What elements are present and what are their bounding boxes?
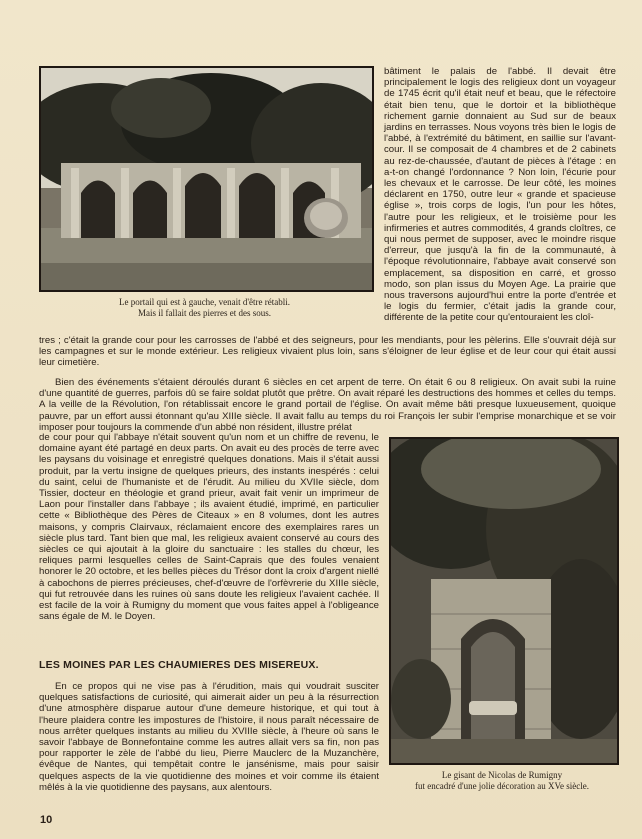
- page-number: 10: [40, 814, 53, 826]
- full-width-continuation-text: tres ; c'était la grande cour pour les carrosses de l'abbé et des seigneurs, pour les mendiants, pour les pèlerins. Elle s'ouvrait déjà sur les campagnes et sur le monde extérieur. Les religieux vivaient plus loin, sans s'éloigner de leur église et de leur cour qui était aussi leur cimetière.: [39, 335, 616, 369]
- events-paragraph: Bien des événements s'étaient déroulés durant 6 siècles en cet arpent de terre. On était 6 ou 8 religieux. On avait subi la ruine d'une quantité de guerres, parfois dû se faire soldat plutôt que prêtre. On avait réparé les destructions des hommes et celles du temps. A la veille de la Révolution, l'on rétablissait encore le grand portail de l'église. On avait même bâti presque luxueusement, quoique pauvre, par un effort aussi étonnant qu'au XIIIe siècle. Il avait fallu au temps du roi François Ier subir l'emprise monarchique et se voir imposer pour toujours la commende d'un abbé non résident, illustre prélat: [39, 377, 616, 433]
- section-body-text: En ce propos qui ne vise pas à l'érudition, mais qui voudrait susciter quelques satisfactions de curiosité, qui aimerait aider un peu à la résurrection d'une atmosphère disparue autour d'une demeure historique, et qui tout à l'heure plaidera contre les impostures de l'histoire, il nous paraît nécessaire de nous arrêter quelques instants au milieu du XVIIIe siècle, à l'heure où sans le savoir l'abbaye de Bonnefontaine comme les autres allait vers sa fin, non pas pour rapporter le zèle de l'abbé du lieu, Pierre Mauclerc de la Muzanchère, évêque de Nantes, qui tempêtait contre le jansénisme, mais pour saisir quelques aspects de la vie quotidienne des moines et voir comme ils étaient mêlés à la vie quotidienne des paysans, aux alentours.: [39, 681, 379, 793]
- portal-ruins-illustration: [41, 68, 372, 290]
- left-column-continuation-text: de cour pour qui l'abbaye n'était souvent qu'un nom et un chiffre de revenu, le domaine ayant été partagé en deux parts. On avait eu des procès de terre avec les paysans du voisinage et enregistré quelques donations. Mais il s'était aussi produit, par la vertu insigne de quelques prieurs, des instants inespérés : celui du saint, celui de l'humaniste et de l'érudit. Au milieu du XVIIe siècle, dom Tissier, docteur en théologie et grand prieur, avait fait venir un imprimeur de Laon pour l'installer dans l'abbaye ; ils avaient étudié, imprimé, en particulier cette « Bibliothèque des Pères de Citeaux » en 8 volumes, dont les autres maisons, y compris Clairvaux, réclamaient encore des exemplaires rares un siècle plus tard. Tant bien que mal, les religieux avaient conservé au cours des siècles ce qui ajoutait à la gloire du sanctuaire : les stalles du chœur, les reliques parmi lesquelles celles de Saint-Caprais que des foules venaient honorer le 20 octobre, et les belles pièces du Trésor dont la croix d'argent niellé à cabochons de pierres précieuses, chef-d'œuvre de l'orfèvrerie du XIIIe siècle, qui fut retrouvée dans les ruines où sans doute les religieux l'avaient cachée. Il est facile de la voir à Rumigny du moment que vous faites appel à l'obligeance sans égale de M. le Doyen.: [39, 432, 379, 623]
- effigy-niche-illustration: [391, 439, 617, 763]
- effigy-niche-photo: [389, 437, 619, 765]
- effigy-photo-caption: Le gisant de Nicolas de Rumigny fut encadré d'une jolie décoration au XVe siècle.: [414, 770, 590, 791]
- right-column-text: bâtiment le palais de l'abbé. Il devait être principalement le logis des religieux dont un voyageur de 1745 écrit qu'il était neuf et beau, que le réfectoire était bien tenu, que le dortoir et la bibliothèque richement garnie donnaient au Sud sur de beaux jardins en terrasses. Nous voyons très bien le logis de l'abbé, à l'extrémité du bâtiment, en saillie sur l'avant-cour. Il se composait de 4 chambres et de 2 cabinets au rez-de-chaussée, d'autant de pièces à l'étage : en a-t-on changé l'ordonnance ? Non loin, l'écurie pour les chevaux et le carrosse. De leur côté, les moines déclarent en 1750, outre leur « grande et spacieuse église », trois corps de logis, l'un pour les hôtes, l'autre pour les religieux, et le troisième pour les infirmeries et autres commodités, 4 grands cloîtres, ce qui nous permet de supposer, avec le moindre risque d'erreur, que jusqu'à la fin de la communauté, à l'époque révolutionnaire, l'abbaye avait conservé son emplacement, sa disposition en carré, et grosso modo, son plan issus du Moyen Age. La prairie que nous traversons aujourd'hui entre la porte d'entrée et le logis du fermier, c'était jadis la grande cour, différente de la petite cour qu'entouraient les cloî-: [384, 66, 616, 324]
- portal-ruins-photo: [39, 66, 374, 292]
- portal-photo-caption: Le portail qui est à gauche, venait d'être rétabli. Mais il fallait des pierres et des sous.: [118, 297, 291, 318]
- section-heading: LES MOINES PAR LES CHAUMIERES DES MISEREUX.: [39, 659, 319, 671]
